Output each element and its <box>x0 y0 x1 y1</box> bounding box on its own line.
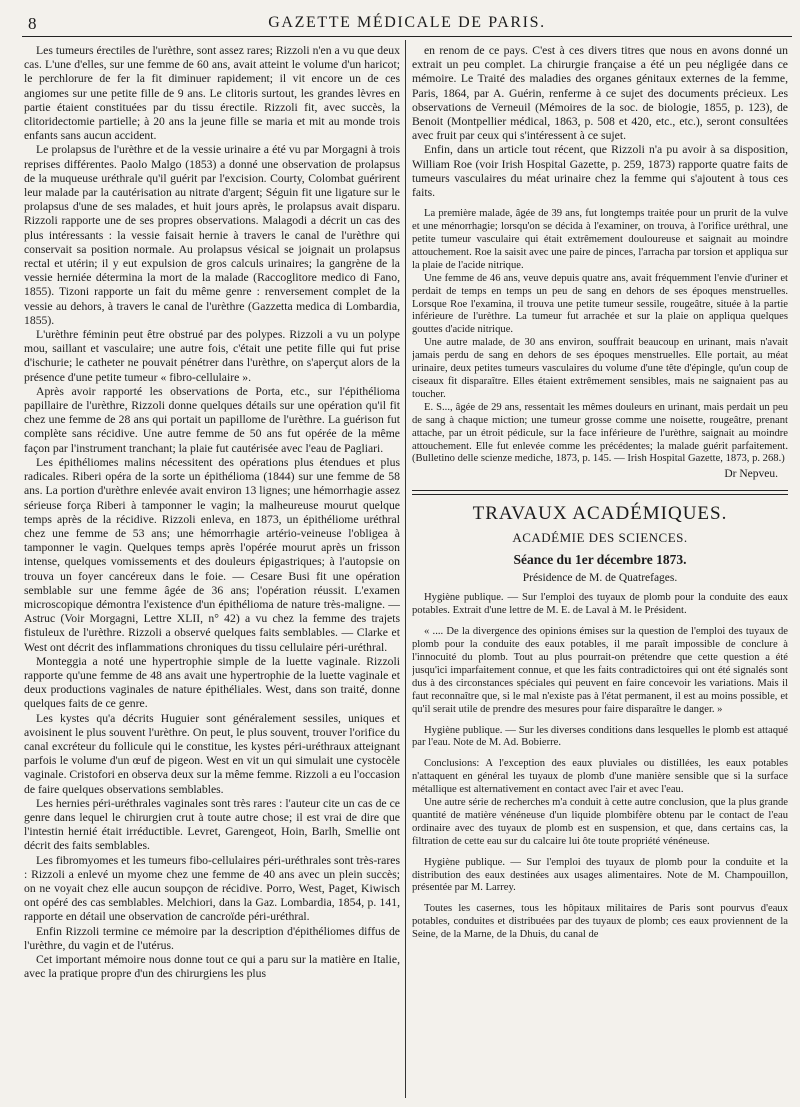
newspaper-page <box>22 10 792 1100</box>
paragraph-important-memoire: Cet important mémoire nous donne tout ce qui a paru sur la matière en Italie, avec la pratique propre d'un des chirurgiens les plus <box>24 953 400 981</box>
spacer <box>412 849 788 857</box>
paragraph-hypertrophie: Monteggia a noté une hypertrophie simple de la luette vaginale. Rizzoli rapporte qu'une femme de 48 ans avait une hypertrophie de la luette vaginale et deux productions vaginales de nature épithéliales. West, dans son traité, donne quelques faits de ce genre. <box>24 654 400 711</box>
quote-laval: « .... De la divergence des opinions émises sur la question de l'emploi des tuyaux de plomb pour la conduite des eaux potables, il me paraît impossible de conclure à l'innocuité du plomb. Tout au plus pourrait-on prétendre que cette question a été jusqu'ici imparfaitement connue, et que les faits contradictoires qui ont été signalés sont dus à des circonstances spéciales qui peuvent en faire concevoir les variations. Mais il faut reconnaître que, si le mal n'existe pas à l'état permanent, il est au moins possible, et qu'il serait utile de prendre des mesures pour faire disparaître le danger. » <box>412 626 788 715</box>
paragraph-kystes: Les kystes qu'a décrits Huguier sont généralement sessiles, uniques et avoisinent le plus souvent l'urèthre. On peut, le plus souvent, trouver l'orifice du canal excréteur du follicule qui le constitue, les kystes péri-uréthraux atteignant parfois le volume d'un œuf de pigeon. West en vit un qui simulait une cystocèle vaginale. Cristofori en observa deux sur la même femme. Rizzoli a eu l'occasion de faire quelques observations semblables. <box>24 711 400 796</box>
paragraph-renom: en renom de ce pays. C'est à ces divers titres que nous en avons donné un extrait un peu complet. La chirurgie française a été un peu négligée dans ce mémoire. Le Traité des maladies des organes génitaux externes de la femme, Paris, 1864, par A. Guérin, renferme à ce sujet des documents précieux. Les observations de Verneuil (Mémoires de la soc. de biologie, 1855, p. 123), de Benoit (Montpellier médical, 1863, p. 508 et 420, etc., etc.), seront consultées avec fruit par ceux qui s'intéressent à ce sujet. <box>412 44 788 143</box>
author-signature: Dr Nepveu. <box>724 468 778 481</box>
page-number: 8 <box>28 14 37 33</box>
journal-title: GAZETTE MÉDICALE DE PARIS. <box>268 14 546 31</box>
paragraph-epitheliomes-malins: Les épithéliomes malins nécessitent des opérations plus étendues et plus radicales. Riberi opéra de la sorte un épithélioma (1844) sur une femme de 58 ans. La portion d'urèthre enlevée avait environ 13 lignes; une hémorrhagie assez sérieuse força Riberi à tamponner le vagin; la malheureuse mourut quelque temps après de la récidive. Rizzoli enleva, en 1873, un épithéliome uréthral chez une femme de 53 ans; une hémorrhagie artério-veineuse l'obligea à tamponner le vagin. Quelques temps après l'opérée mourut après un frisson intense, quelques vomissements et des douleurs épigastriques; à l'autopsie on trouva un foyer cancéreux dans le foie. — Cesare Busi fit une opération semblable sur une femme âgée de 36 ans; l'opération réussit. L'examen microscopique démontra l'existence d'un épithélioma de nature très-maligne. —Astruc (Voir Morgagni, Lettre XLII, n° 42) a vu chez la femme des trajets fistuleux de l'urèthre. Rizzoli a observé quelques faits semblables. — Clarke et West ont décrit des inflammations chroniques du tissu cellulaire péri-uréthral. <box>24 455 400 654</box>
case-paragraph: Une femme de 46 ans, veuve depuis quatre ans, avait fréquemment l'envie d'uriner et perdait de temps en temps un peu de sang en dehors de ses époques menstruelles. Lorsque Roe l'examina, il trouva une petite tumeur sessile, rougeâtre, située à la partie inférieure de l'urèthre. La tumeur fut arrachée et sur la plaie on appliqua quelques gouttes d'acide nitrique. <box>412 272 788 336</box>
section-divider <box>412 490 788 495</box>
paragraph-polypes: L'urèthre féminin peut être obstrué par des polypes. Rizzoli a vu un polype mou, saillant et vasculaire; une autre fois, c'était une petite fille qui fut prise d'ischurie; le catheter ne pouvait pénétrer dans l'urèthre, on s'aperçut alors de la présence d'une petite tumeur « fibro-cellulaire ». <box>24 328 400 384</box>
spacer <box>412 618 788 626</box>
paragraph-epithelioma-papillaire: Après avoir rapporté les observations de Porta, etc., sur l'épithélioma papillaire de l'urèthre, Rizzoli donne quelques détails sur une opération qu'il fit chez une femme de 28 ans qui portait un papillome de l'urèthre. La guérison fut complète sans récidive. Une autre femme de 50 ans fut opérée de la même façon par l'instrument tranchant; la plaie fut cautérisée avec l'eau de Pagliari. <box>24 384 400 455</box>
item-heading-laval: Hygiène publique. — Sur l'emploi des tuyaux de plomb pour la conduite des eaux potables. Extrait d'une lettre de M. E. de Laval à M. le Président. <box>412 592 788 617</box>
section-title: TRAVAUX ACADÉMIQUES. <box>472 503 728 525</box>
presidence-line: Présidence de M. de Quatrefages. <box>522 572 678 585</box>
case-paragraph: La première malade, âgée de 39 ans, fut longtemps traitée pour un prurit de la vulve et une ménorrhagie; lorsqu'on se décida à l'examiner, on trouva, à l'orifice uréthral, une petite tumeur vasculaire qui était extrêmement douloureuse et saignait au moindre attouchement. Roe la saisit avec une paire de pinces, l'arracha par torsion et appliqua sur la plaie de l'acide nitrique. <box>412 208 788 271</box>
item-heading-bobierre: Hygiène publique. — Sur les diverses conditions dans lesquelles le plomb est attaqué par l'eau. Note de M. Ad. Bobierre. <box>412 724 788 749</box>
spacer <box>412 200 788 208</box>
paragraph-conclusion-rizzoli: Enfin Rizzoli termine ce mémoire par la description d'épithéliomes diffus de l'urèthre, du vagin et de l'utérus. <box>24 924 400 952</box>
paragraph-fibromyomes: Les fibromyomes et les tumeurs fibo-cellulaires péri-uréthrales sont très-rares : Rizzoli a enlevé un myome chez une femme de 40 ans avec un plein succès; on ne voyait chez elle aucun soupçon de récidive. Porro, West, Paget, Kiwisch ont opéré des cas semblables. Melchiori, dans la Gaz. Lombardia, 1854, p. 141, rapporte en détail une observation de cancroïde péri-uréthral. <box>24 853 400 924</box>
paragraph-casernes: Toutes les casernes, tous les hôpitaux militaires de Paris sont pourvus d'eaux potables, conduites et distribuées par des tuyaux de plomb; ces eaux proviennent de la Seine, de la Marne, de la Dhuis, du canal de <box>412 903 788 941</box>
paragraph-hernies: Les hernies péri-uréthrales vaginales sont très rares : l'auteur cite un cas de ce genre dans lequel le chirurgien crut à toute autre chose; il est vrai de dire que l'intestin hernié était irréductible. Levret, Garengeot, Hoin, Barlh, Smellie ont décrit des faits semblables. <box>24 796 400 853</box>
paragraph-william-roe: Enfin, dans un article tout récent, que Rizzoli n'a pu avoir à sa disposition, William Roe (voir Irish Hospital Gazette, p. 259, 1873) rapporte quatre faits de tumeurs vasculaires du méat urinaire chez la femme qui s'ajoutent à tous ces faits. <box>412 143 788 200</box>
item-heading-champouillon: Hygiène publique. — Sur l'emploi des tuyaux de plomb pour la conduite et la distribution des eaux destinées aux usages alimentaires. Note de M. Champouillon, présentée par M. Larrey. <box>412 856 788 894</box>
academy-heading: ACADÉMIE DES SCIENCES. <box>512 530 688 546</box>
case-paragraph: Une autre malade, de 30 ans environ, souffrait beaucoup en urinant, mais n'avait jamais perdu de sang en dehors de ses époques menstruelles. Elle portait, au méat urinaire, deux petites tumeurs vasculaires du volume d'une tête d'épingle, qu'un coup de ciseaux fit disparaître. Elles étaient extrêmement sensibles, mais ne saignaient pas au toucher. <box>412 337 788 400</box>
spacer <box>412 895 788 903</box>
session-heading: Séance du 1er décembre 1873. <box>513 552 687 568</box>
paragraph-tumeurs-erectiles: Les tumeurs érectiles de l'urèthre, sont assez rares; Rizzoli n'en a vu que deux cas. L'une d'elles, sur une femme de 60 ans, avait atteint le volume d'un haricot; le perchlorure de fer la fit diminuer rapidement; il vit encore un de ces angiomes sur une petite fille de 9 ans. Le clitoris surtout, les grandes lèvres en partie étaient constituées par du tissu érectile. Rizzoli fit, avec succès, la clitoridectomie partielle; à 20 ans la jeune fille se maria et mit au monde trois enfants sans aucun accident. <box>24 44 400 143</box>
paragraph-conclusions: Conclusions: A l'exception des eaux pluviales ou distillées, les eaux potables n'attaquent en général les tuyaux de plomb d'une manière sensible que si la surface métallique est alternativement en contact avec l'air et avec l'eau. <box>412 758 788 796</box>
left-column <box>24 44 400 1097</box>
page-header <box>22 10 792 37</box>
paragraph-recherches: Une autre série de recherches m'a conduit à cette autre conclusion, que la plus grande quantité de matière vénéneuse d'un liquide plombifère obtenu par le contact de l'eau ordinaire avec des tuyaux de plomb est en suspension, et que, dans certains cas, la filtration de cette eau sur du calcaire lui ôte toute propriété vénéneuse. <box>412 797 788 847</box>
spacer <box>412 717 788 725</box>
right-column <box>412 44 788 1097</box>
case-paragraph: E. S..., âgée de 29 ans, ressentait les mêmes douleurs en urinant, mais perdait un peu de sang à chaque miction; une tumeur grosse comme une noisette, rougeâtre, prenant attache, par un étroit pédicule, sur la face inférieure de l'urèthre, saignait au moindre attouchement. Elle fut enlevée comme les précédentes; la malade guérit parfaitement. (Bulletino delle scienze mediche, 1873, p. 145. — Irish Hospital Gazette, 1873, p. 268.) <box>412 401 788 465</box>
spacer <box>412 750 788 758</box>
column-divider <box>405 40 406 1098</box>
paragraph-prolapsus: Le prolapsus de l'urèthre et de la vessie urinaire a été vu par Morgagni à trois reprises différentes. Paolo Malgo (1853) a donné une observation de prolapsus de la muqueuse uréthrale qu'il guérit par l'excision. Courty, Colombat guérirent leur malade par la cautérisation au nitrate d'argent; Séguin fit une ligature sur le prolapsus d'une de ses malades, et huit jours après, le prolapsus avait disparu. Rizzoli rapporte une de ses propres observations. Malagodi a décrit un cas des plus intéressants : la vessie faisait hernie à travers le canal de l'urèthre qui conservait sa position normale. Au prolapsus vésical se joignait un prolapsus rectal et utérin; il y eut expulsion de gros calculs urinaires; la gangrène de la vessie herniée détermina la mort de la malade (Raccoglitore medico di Fano, 1855). Tizoni rapporte un fait du même genre : renversement complet de la vessie au dehors, à travers le canal de l'urèthre (Gazzetta medica di Lombardia, 1855). <box>24 143 400 327</box>
